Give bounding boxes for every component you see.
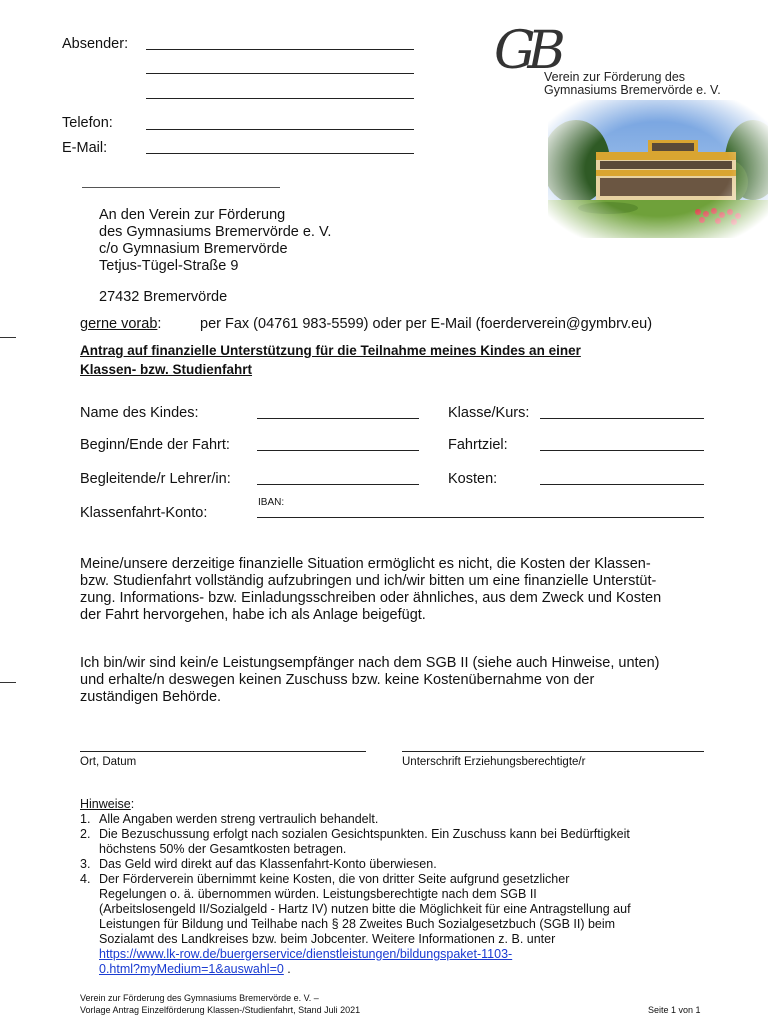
link-suffix: . xyxy=(283,962,291,976)
signature-label: Unterschrift Erziehungsberechtigte/r xyxy=(402,756,586,768)
fold-mark-lower xyxy=(0,682,16,683)
note-number: 4. xyxy=(80,872,91,886)
note-4-link-line-2 xyxy=(99,962,720,977)
telefon-field[interactable] xyxy=(146,129,414,130)
recipient-address xyxy=(99,207,331,275)
note-number: 3. xyxy=(80,857,91,871)
recipient-city: 27432 Bremervörde xyxy=(99,289,228,305)
financial-situation-paragraph xyxy=(80,556,661,624)
logo-org-line-2: Gymnasiums Bremervörde e. V. xyxy=(544,83,721,97)
absender-label: Absender: xyxy=(62,36,129,52)
note-3-line-1: Das Geld wird direkt auf das Klassenfahrt-Konto überwiesen. xyxy=(99,857,437,871)
ort-datum-field[interactable] xyxy=(80,751,366,752)
note-1-line-1: Alle Angaben werden streng vertraulich behandelt. xyxy=(99,812,379,826)
footer-line-2: Vorlage Antrag Einzelförderung Klassen-/Studienfahrt, Stand Juli 2021 xyxy=(80,1005,361,1015)
page-number: Seite 1 von 1 xyxy=(648,1005,701,1015)
absender-line-2[interactable] xyxy=(146,73,414,74)
note-4-line-2: Regelungen o. ä. übernommen würden. Leistungsberechtigte nach dem SGB II xyxy=(99,887,537,901)
fahrtziel-label: Fahrtziel: xyxy=(448,437,508,453)
recipient-line-2: des Gymnasiums Bremervörde e. V. xyxy=(99,224,332,240)
logo xyxy=(492,22,762,102)
footer-line-1: Verein zur Förderung des Gymnasiums Bremervörde e. V. – xyxy=(80,993,319,1003)
note-number: 1. xyxy=(80,812,91,826)
signature-field[interactable] xyxy=(402,751,704,752)
footer-org xyxy=(80,992,360,1016)
email-field[interactable] xyxy=(146,153,414,154)
note-4-line-5: Sozialamt des Landkreises bzw. beim Jobcenter. Weitere Informationen z. B. unter xyxy=(99,932,556,946)
notes-list xyxy=(80,812,720,977)
note-number: 2. xyxy=(80,827,91,841)
telefon-label: Telefon: xyxy=(62,115,113,131)
note-4-line-4: Leistungen für Bildung und Teilhabe nach § 28 Zweites Buch Sozialgesetzbuch (SGB II) beim xyxy=(99,917,616,931)
contact-colon: : xyxy=(157,316,162,332)
school-photo-illustration xyxy=(548,100,768,238)
klasse-field[interactable] xyxy=(540,418,704,419)
form-title-line-2: Klassen- bzw. Studienfahrt xyxy=(80,362,253,377)
form-title xyxy=(80,343,581,378)
school-building-photo xyxy=(548,100,768,238)
recipient-line-1: An den Verein zur Förderung xyxy=(99,207,286,223)
kosten-label: Kosten: xyxy=(448,471,498,487)
form-title-line-1: Antrag auf finanzielle Unterstützung für die Teilnahme meines Kindes an einer xyxy=(80,343,581,358)
jobcenter-link-part-1[interactable]: https://www.lk-row.de/buergerservice/dienstleistungen/bildungspaket-1103- xyxy=(99,947,513,961)
note-4-line-3: (Arbeitslosengeld II/Sozialgeld - Hartz IV) nutzen bitte die Möglichkeit für eine Antragstellung auf xyxy=(99,902,631,916)
logo-org-line-1: Verein zur Förderung des xyxy=(544,70,686,84)
konto-label: Klassenfahrt-Konto: xyxy=(80,505,208,521)
jobcenter-link-part-2[interactable]: 0.html?myMedium=1&auswahl=0 xyxy=(99,962,284,976)
absender-line-1[interactable] xyxy=(146,49,414,50)
note-2-line-1: Die Bezuschussung erfolgt nach sozialen Gesichtspunkten. Ein Zuschuss kann bei Bedürftigkeit xyxy=(99,827,630,841)
recipient-line-4: Tetjus-Tügel-Straße 9 xyxy=(99,258,239,274)
contact-prefix: gerne vorab xyxy=(80,316,158,332)
klasse-label: Klasse/Kurs: xyxy=(448,405,530,421)
notes-heading-text: Hinweise xyxy=(80,797,131,811)
note-item xyxy=(80,827,720,857)
sgb-declaration-paragraph xyxy=(80,655,660,706)
iban-field[interactable] xyxy=(257,517,704,518)
fold-mark-upper xyxy=(0,337,16,338)
contact-line xyxy=(80,316,161,333)
iban-label: IBAN: xyxy=(258,497,285,508)
note-item xyxy=(80,857,720,872)
ort-datum-label: Ort, Datum xyxy=(80,756,137,768)
paragraph1-line-3: zung. Informations- bzw. Einladungsschreiben oder ähnliches, aus dem Zweck und Kosten xyxy=(80,590,662,606)
name-label: Name des Kindes: xyxy=(80,405,199,421)
paragraph1-line-1: Meine/unsere derzeitige finanzielle Situation ermöglicht es nicht, die Kosten der Klassen- xyxy=(80,556,651,572)
note-2-line-2: höchstens 50% der Gesamtkosten betragen. xyxy=(99,842,347,856)
note-item xyxy=(80,812,720,827)
paragraph1-line-4: der Fahrt hervorgehen, habe ich als Anlage beigefügt. xyxy=(80,607,426,623)
paragraph2-line-3: zuständigen Behörde. xyxy=(80,689,222,705)
paragraph2-line-2: und erhalte/n deswegen keinen Zuschuss bzw. keine Kostenübernahme von der xyxy=(80,672,595,688)
lehrer-field[interactable] xyxy=(257,484,419,485)
kosten-field[interactable] xyxy=(540,484,704,485)
name-field[interactable] xyxy=(257,418,419,419)
note-4-link-line-1 xyxy=(99,947,720,962)
logo-monogram: GB xyxy=(494,21,558,81)
absender-line-3[interactable] xyxy=(146,98,414,99)
paragraph2-line-1: Ich bin/wir sind kein/e Leistungsempfänger nach dem SGB II (siehe auch Hinweise, unten) xyxy=(80,655,660,671)
paragraph1-line-2: bzw. Studienfahrt vollständig aufzubringen und ich/wir bitten um eine finanzielle Unterstüt- xyxy=(80,573,657,589)
notes-heading xyxy=(80,797,134,812)
note-4-line-1: Der Förderverein übernimmt keine Kosten, die von dritter Seite aufgrund gesetzlicher xyxy=(99,872,570,886)
beginn-label: Beginn/Ende der Fahrt: xyxy=(80,437,230,453)
lehrer-label: Begleitende/r Lehrer/in: xyxy=(80,471,231,487)
beginn-field[interactable] xyxy=(257,450,419,451)
contact-text: per Fax (04761 983-5599) oder per E-Mail (foerderverein@gymbrv.eu) xyxy=(200,316,653,332)
notes-heading-colon: : xyxy=(130,797,135,811)
address-window-rule xyxy=(82,187,280,188)
email-label: E-Mail: xyxy=(62,140,108,156)
note-item xyxy=(80,872,720,977)
recipient-line-3: c/o Gymnasium Bremervörde xyxy=(99,241,288,257)
fahrtziel-field[interactable] xyxy=(540,450,704,451)
